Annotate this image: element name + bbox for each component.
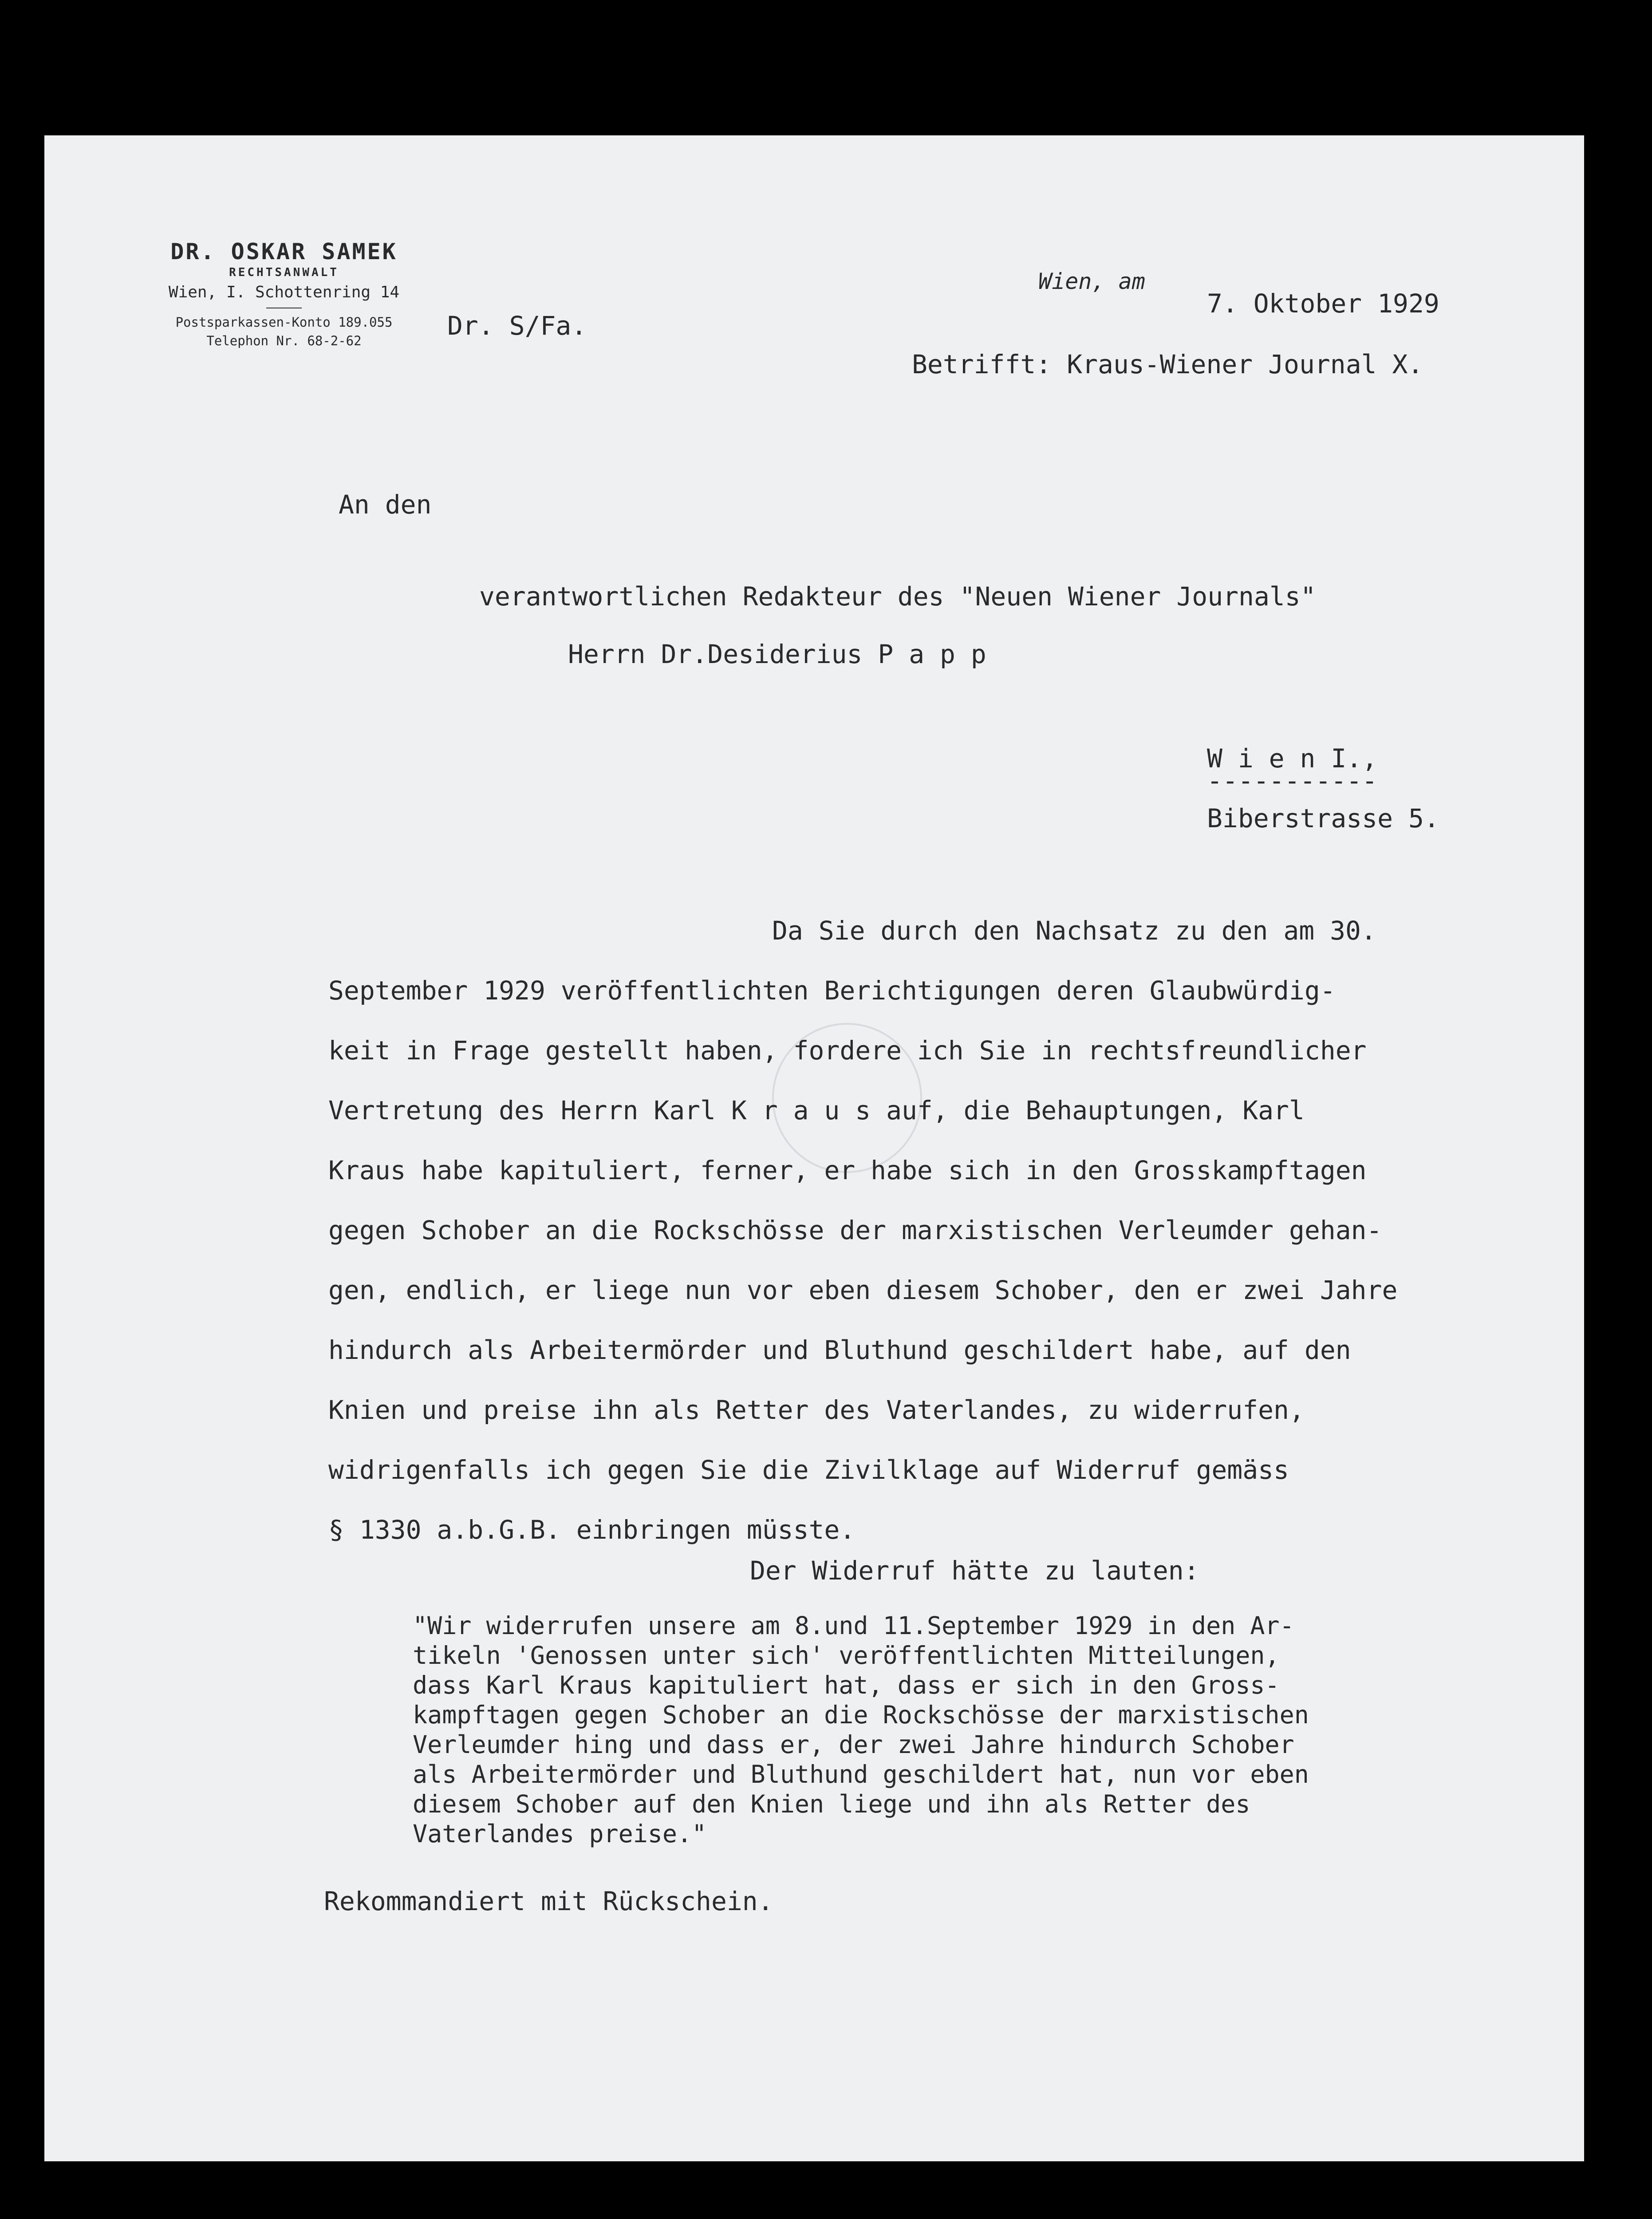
quote-line: tikeln 'Genossen unter sich' veröffentlichten Mitteilungen,: [413, 1641, 1280, 1670]
body-line: Knien und preise ihn als Retter des Vaterlandes, zu widerrufen,: [328, 1395, 1305, 1425]
body-line: Kraus habe kapituliert, ferner, er habe sich in den Grosskampftagen: [328, 1155, 1367, 1185]
quote-line: Verleumder hing und dass er, der zwei Jahre hindurch Schober: [413, 1730, 1294, 1759]
recipient-line-1: verantwortlichen Redakteur des "Neuen Wiener Journals": [479, 581, 1316, 612]
letter-date: 7. Oktober 1929: [1207, 288, 1439, 319]
recipient-line-2: Herrn Dr.Desiderius P a p p: [568, 639, 986, 669]
letterhead-address: Wien, I. Schottenring 14: [168, 283, 400, 301]
place-label: Wien, am: [1038, 268, 1145, 294]
salutation: An den: [339, 490, 432, 520]
recipient-street: Biberstrasse 5.: [1207, 803, 1439, 833]
body-line: gegen Schober an die Rockschösse der marxistischen Verleumder gehan-: [328, 1215, 1382, 1245]
reference-code: Dr. S/Fa.: [447, 311, 587, 341]
quote-line: diesem Schober auf den Knien liege und ihn als Retter des: [413, 1790, 1250, 1818]
letterhead-postal-account: Postsparkassen-Konto 189.055: [175, 315, 393, 330]
body-line: Da Sie durch den Nachsatz zu den am 30.: [772, 916, 1376, 946]
letter-body: [328, 901, 1615, 1560]
body-line: widrigenfalls ich gegen Sie die Zivilklage auf Widerruf gemäss: [328, 1455, 1289, 1485]
closing-note: Rekommandiert mit Rückschein.: [324, 1886, 773, 1916]
subject-line: Betrifft: Kraus-Wiener Journal X.: [912, 349, 1423, 379]
recipient-city-underline: -----------: [1207, 766, 1378, 796]
body-line: keit in Frage gestellt haben, fordere ich Sie in rechtsfreundlicher: [328, 1035, 1367, 1066]
recipient-city: W i e n I.,: [1207, 743, 1378, 774]
quote-line: Vaterlandes preise.": [413, 1820, 707, 1848]
body-line: September 1929 veröffentlichten Berichtigungen deren Glaubwürdig-: [328, 975, 1336, 1006]
quote-line: als Arbeitermörder und Bluthund geschildert hat, nun vor eben: [413, 1760, 1309, 1789]
letterhead-title: RECHTSANWALT: [229, 266, 339, 279]
body-line: Vertretung des Herrn Karl K r a u s auf, die Behauptungen, Karl: [328, 1095, 1305, 1125]
body-line: gen, endlich, er liege nun vor eben diesem Schober, den er zwei Jahre: [328, 1275, 1398, 1305]
letterhead-telephone: Telephon Nr. 68-2-62: [206, 333, 362, 348]
letterhead: [142, 238, 426, 350]
letterhead-name: DR. OSKAR SAMEK: [170, 239, 398, 265]
quote-line: kampftagen gegen Schober an die Rockschösse der marxistischen: [413, 1701, 1309, 1729]
quote-line: dass Karl Kraus kapituliert hat, dass er sich in den Gross-: [413, 1671, 1280, 1699]
body-line: hindurch als Arbeitermörder und Bluthund geschildert habe, auf den: [328, 1335, 1351, 1365]
revocation-intro: Der Widerruf hätte zu lauten:: [750, 1556, 1199, 1586]
revocation-quote: [413, 1611, 1309, 1849]
letter-page: [44, 135, 1584, 2161]
body-line: § 1330 a.b.G.B. einbringen müsste.: [328, 1515, 856, 1545]
quote-line: "Wir widerrufen unsere am 8.und 11.September 1929 in den Ar-: [413, 1611, 1294, 1640]
